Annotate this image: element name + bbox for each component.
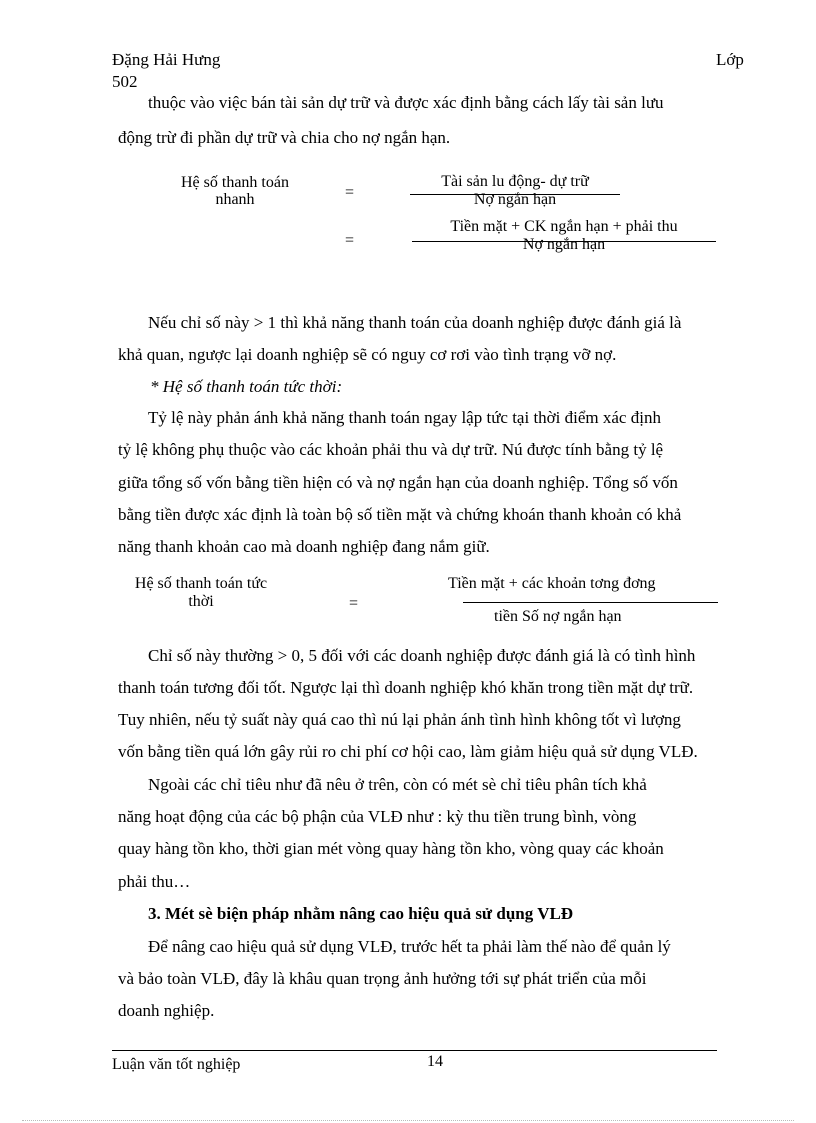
text-line: giữa tổng số vốn bằng tiền hiện có và nợ ngắn hạn của doanh nghiệp. Tổng số vốn	[118, 473, 678, 492]
text-line: Nếu chỉ số này > 1 thì khả năng thanh toán của doanh nghiệp được đánh giá là	[148, 313, 682, 332]
formula-label: thời	[188, 593, 214, 610]
text-line: phải thu…	[118, 872, 191, 891]
equals-sign: =	[345, 232, 355, 249]
page-number: 14	[427, 1053, 443, 1070]
class-label: Lớp	[716, 50, 744, 69]
denominator: Nợ ngắn hạn	[473, 191, 557, 208]
text-line: tỷ lệ không phụ thuộc vào các khoản phải thu và dự trữ. Nú được tính bằng tỷ lệ	[118, 440, 664, 459]
denominator: tiền Số nợ ngắn hạn	[494, 608, 622, 625]
text-line: Chỉ số này thường > 0, 5 đối với các doanh nghiệp được đánh giá là có tình hình	[148, 646, 696, 665]
footer-title: Luận văn tốt nghiệp	[112, 1056, 241, 1073]
text-line: Ngoài các chỉ tiêu như đã nêu ở trên, còn có mét sè chỉ tiêu phân tích khả	[148, 775, 647, 794]
text-line: doanh nghiệp.	[118, 1001, 215, 1020]
text-line: động trừ đi phần dự trữ và chia cho nợ ngắn hạn.	[118, 128, 451, 147]
text-line: quay hàng tồn kho, thời gian mét vòng quay hàng tồn kho, vòng quay các khoản	[118, 839, 664, 858]
subheading: * Hệ số thanh toán tức thời:	[150, 377, 343, 396]
equals-sign: =	[345, 184, 355, 201]
author-name: Đặng Hải Hưng	[112, 50, 221, 69]
numerator: Tài sản lu động- dự trữ	[441, 173, 589, 190]
text-line: thuộc vào việc bán tài sản dự trữ và được xác định bằng cách lấy tài sản lưu	[148, 93, 664, 112]
numerator: Tiền mặt + CK ngắn hạn + phải thu	[450, 218, 678, 235]
formula-label: Hệ số thanh toán tức	[134, 575, 268, 592]
page-edge-divider	[22, 1120, 794, 1121]
text-line: năng hoạt động của các bộ phận của VLĐ như : kỳ thu tiền trung bình, vòng	[118, 807, 637, 826]
text-line: Tỷ lệ này phản ánh khả năng thanh toán ngay lập tức tại thời điểm xác định	[148, 408, 661, 427]
text-line: vốn bằng tiền quá lớn gây rủi ro chi phí cơ hội cao, làm giảm hiệu quả sử dụng VLĐ.	[118, 742, 698, 761]
equals-sign: =	[349, 595, 359, 612]
text-line: bằng tiền được xác định là toàn bộ số tiền mặt và chứng khoán thanh khoản có khả	[118, 505, 682, 524]
numerator: Tiền mặt + các khoản tơng đơng	[448, 575, 656, 592]
text-line: và bảo toàn VLĐ, đây là khâu quan trọng ảnh hưởng tới sự phát triển của mỗi	[118, 969, 647, 988]
footer-rule	[112, 1050, 717, 1051]
text-line: năng thanh khoản cao mà doanh nghiệp đang nắm giữ.	[118, 537, 490, 556]
class-number: 502	[112, 72, 138, 91]
fraction-bar	[463, 602, 718, 603]
formula-label: Hệ số thanh toán	[181, 174, 289, 191]
text-line: khả quan, ngược lại doanh nghiệp sẽ có nguy cơ rơi vào tình trạng vỡ nợ.	[118, 345, 617, 364]
denominator: Nợ ngắn hạn	[522, 236, 606, 253]
formula-label: nhanh	[215, 191, 255, 208]
text-line: Để nâng cao hiệu quả sử dụng VLĐ, trước hết ta phải làm thế nào để quản lý	[148, 937, 671, 956]
text-line: thanh toán tương đối tốt. Ngược lại thì doanh nghiệp khó khăn trong tiền mặt dự trữ.	[118, 678, 694, 697]
text-line: Tuy nhiên, nếu tỷ suất này quá cao thì nú lại phản ánh tình hình không tốt vì lượng	[118, 710, 681, 729]
section-heading: 3. Mét sè biện pháp nhằm nâng cao hiệu quả sử dụng VLĐ	[148, 904, 574, 923]
